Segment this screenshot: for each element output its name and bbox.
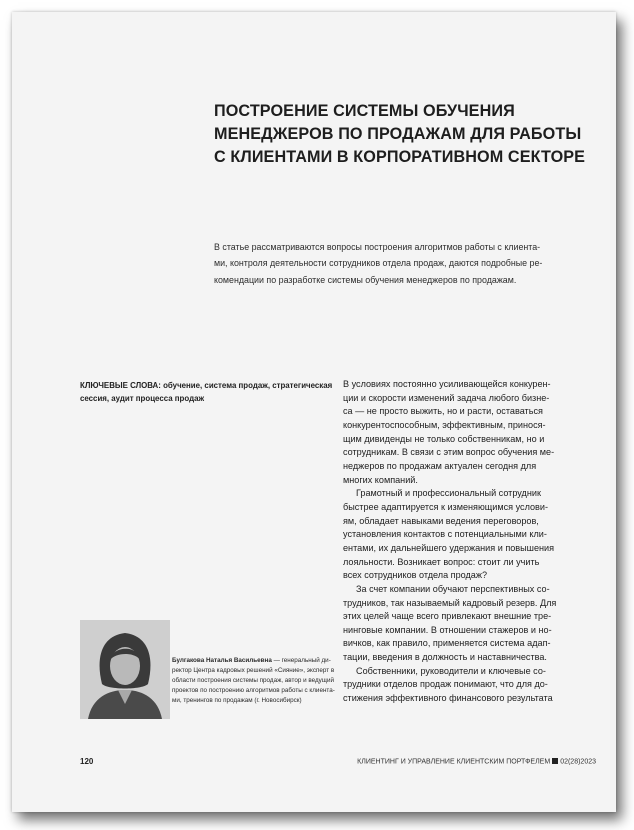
abstract-line: ми, контроля деятельности сотрудников отдела продаж, даются подробные ре- [214, 258, 543, 269]
keywords-label: КЛЮЧЕВЫЕ СЛОВА: [80, 381, 161, 390]
body-line: щим дивиденды не только собственникам, но и [343, 433, 545, 444]
body-line: многих компаний. [343, 474, 418, 485]
article-abstract [214, 239, 598, 288]
body-line: быстрее адаптируется к изменяющимся услови- [343, 501, 548, 512]
body-line: Грамотный и профессиональный сотрудник [356, 488, 541, 499]
bio-line: ректор Центра кадровых решений «Сияние», эксперт в [172, 666, 335, 674]
body-line: В условиях постоянно усиливающейся конкурен- [343, 379, 551, 389]
square-bullet-icon [552, 758, 558, 764]
body-line: сотрудникам. В связи с этим вопрос обучения ме- [343, 447, 555, 458]
journal-issue: 02(28)2023 [560, 758, 596, 766]
body-line: этих целей чаще всего привлекают внешние тре- [343, 611, 552, 622]
body-line: конкурентоспособным, эффективным, принося- [343, 419, 546, 430]
bio-line: ми, тренингов по продажам (г. Новосибирск) [172, 696, 302, 704]
body-line: ентами, их дальнейшего удержания и повышения [343, 542, 555, 553]
bio-line: области построения системы продаж, автор и ведущий [172, 676, 335, 684]
title-line: ПОСТРОЕНИЕ СИСТЕМЫ ОБУЧЕНИЯ [214, 102, 515, 120]
abstract-line: В статье рассматриваются вопросы построения алгоритмов работы с клиента- [214, 242, 541, 252]
title-line: С КЛИЕНТАМИ В КОРПОРАТИВНОМ СЕКТОРЕ [214, 148, 586, 166]
title-line: МЕНЕДЖЕРОВ ПО ПРОДАЖАМ ДЛЯ РАБОТЫ [214, 125, 582, 143]
keywords-value: обучение, система продаж, стратегическая [163, 381, 333, 390]
body-line: установления контактов с потенциальными кли- [343, 529, 547, 540]
body-line: лояльности. Возникает вопрос: стоит ли учить [343, 556, 540, 567]
abstract-line: комендации по разработке системы обучения менеджеров по продажам. [214, 274, 517, 285]
body-line: ям, обладает навыками ведения переговоров, [343, 515, 539, 526]
author-portrait-icon [80, 620, 170, 719]
author-bio [172, 656, 335, 706]
body-line: трудники отделов продаж понимают, что для до- [343, 679, 548, 690]
body-line: са — не просто выжить, но и расти, оставаться [343, 406, 543, 417]
article-body [343, 378, 593, 706]
author-name: Булгакова Наталья Васильевна [172, 657, 272, 664]
bio-line: проектов по построению алгоритмов работы с клиента- [172, 686, 335, 694]
journal-name: КЛИЕНТИНГ И УПРАВЛЕНИЕ КЛИЕНТСКИМ ПОРТФЕЛЕМ [357, 758, 551, 766]
body-line: тации, введения в должность и наставничества. [343, 652, 547, 663]
keywords-line [80, 380, 333, 393]
body-line: вичков, как правило, применяется система адап- [343, 638, 551, 649]
bio-line [172, 656, 332, 666]
body-line: стижения эффективного финансового результата [343, 693, 553, 704]
journal-page [12, 12, 616, 812]
journal-footer [357, 758, 596, 765]
body-line: За счет компании обучают перспективных со- [356, 583, 550, 594]
body-line: трудников, так называемый кадровый резерв. Для [343, 597, 557, 608]
body-line: всех сотрудников отдела продаж? [343, 570, 487, 581]
keywords-value: сессия, аудит процесса продаж [80, 393, 205, 403]
body-line: Собственники, руководители и ключевые со- [356, 665, 546, 676]
bio-text: — генеральный ди- [271, 657, 331, 664]
keywords-block [80, 380, 333, 405]
body-line: нинговые компании. В отношении стажеров и но- [343, 624, 552, 635]
body-line: неджеров по продажам актуален сегодня для [343, 460, 537, 471]
article-title [214, 100, 594, 169]
body-line: ции и скорости изменений задача любого бизне- [343, 392, 550, 403]
page-number: 120 [80, 757, 94, 766]
author-photo [80, 620, 170, 719]
